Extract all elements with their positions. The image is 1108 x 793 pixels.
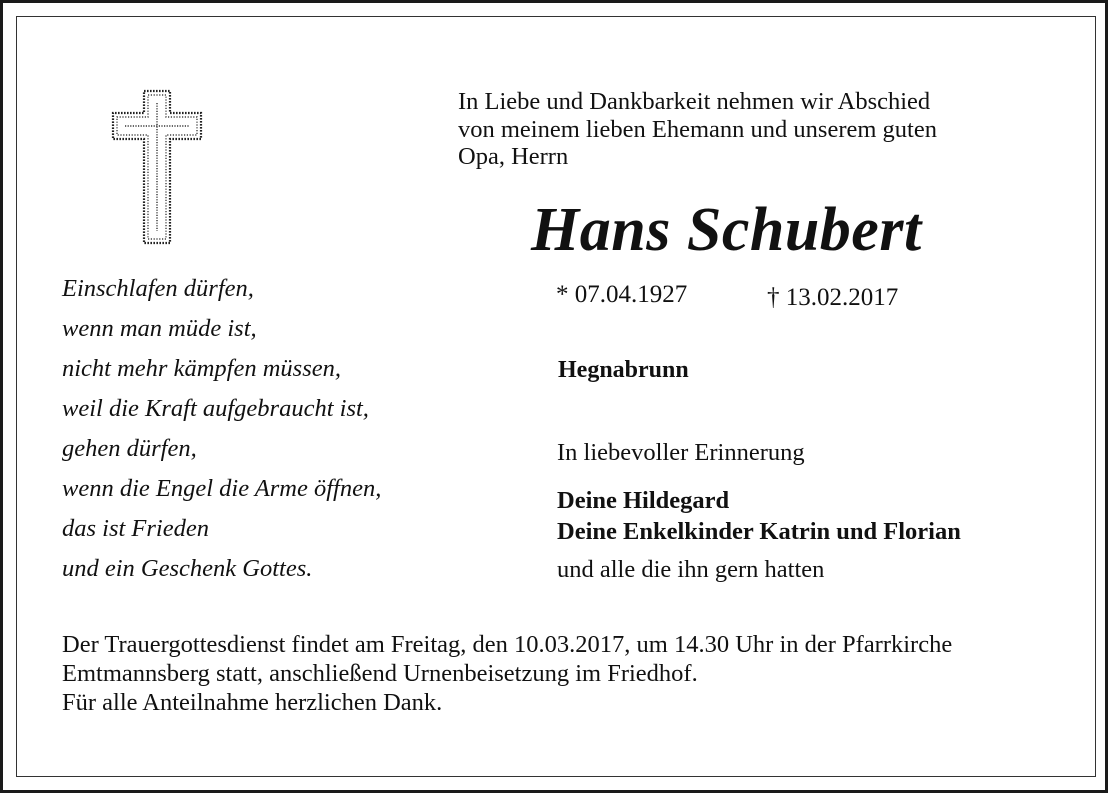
- poem-line: Einschlafen dürfen,: [62, 275, 254, 302]
- memory-text: In liebevoller Erinnerung: [557, 439, 805, 466]
- poem-line: nicht mehr kämpfen müssen,: [62, 355, 341, 382]
- service-info: [62, 630, 952, 717]
- death-date: † 13.02.2017: [767, 284, 899, 311]
- poem-line: wenn die Engel die Arme öffnen,: [62, 475, 382, 502]
- intro-line: Opa, Herrn: [458, 143, 569, 170]
- footer-line: Emtmannsberg statt, anschließend Urnenbeisetzung im Friedhof.: [62, 660, 698, 687]
- intro-line: In Liebe und Dankbarkeit nehmen wir Abschied: [458, 88, 931, 115]
- family-line: Deine Hildegard: [557, 487, 730, 514]
- poem: [62, 269, 381, 589]
- family-line: Deine Enkelkinder Katrin und Florian: [557, 518, 961, 545]
- footer-line: Der Trauergottesdienst findet am Freitag, den 10.03.2017, um 14.30 Uhr in der Pfarrkirche: [62, 631, 953, 658]
- cross-icon: [107, 89, 207, 247]
- poem-line: und ein Geschenk Gottes.: [62, 555, 313, 582]
- place-name: Hegnabrunn: [558, 357, 689, 383]
- family-names: [557, 485, 961, 547]
- deceased-name: Hans Schubert: [531, 196, 922, 264]
- poem-line: das ist Frieden: [62, 515, 209, 542]
- footer-line: Für alle Anteilnahme herzlichen Dank.: [62, 689, 443, 716]
- poem-line: weil die Kraft aufgebraucht ist,: [62, 395, 369, 422]
- intro-text: [458, 88, 937, 171]
- birth-date: * 07.04.1927: [556, 281, 688, 308]
- others-text: und alle die ihn gern hatten: [557, 556, 825, 583]
- intro-line: von meinem lieben Ehemann und unserem guten: [458, 115, 937, 143]
- poem-line: wenn man müde ist,: [62, 315, 257, 342]
- poem-line: gehen dürfen,: [62, 435, 197, 462]
